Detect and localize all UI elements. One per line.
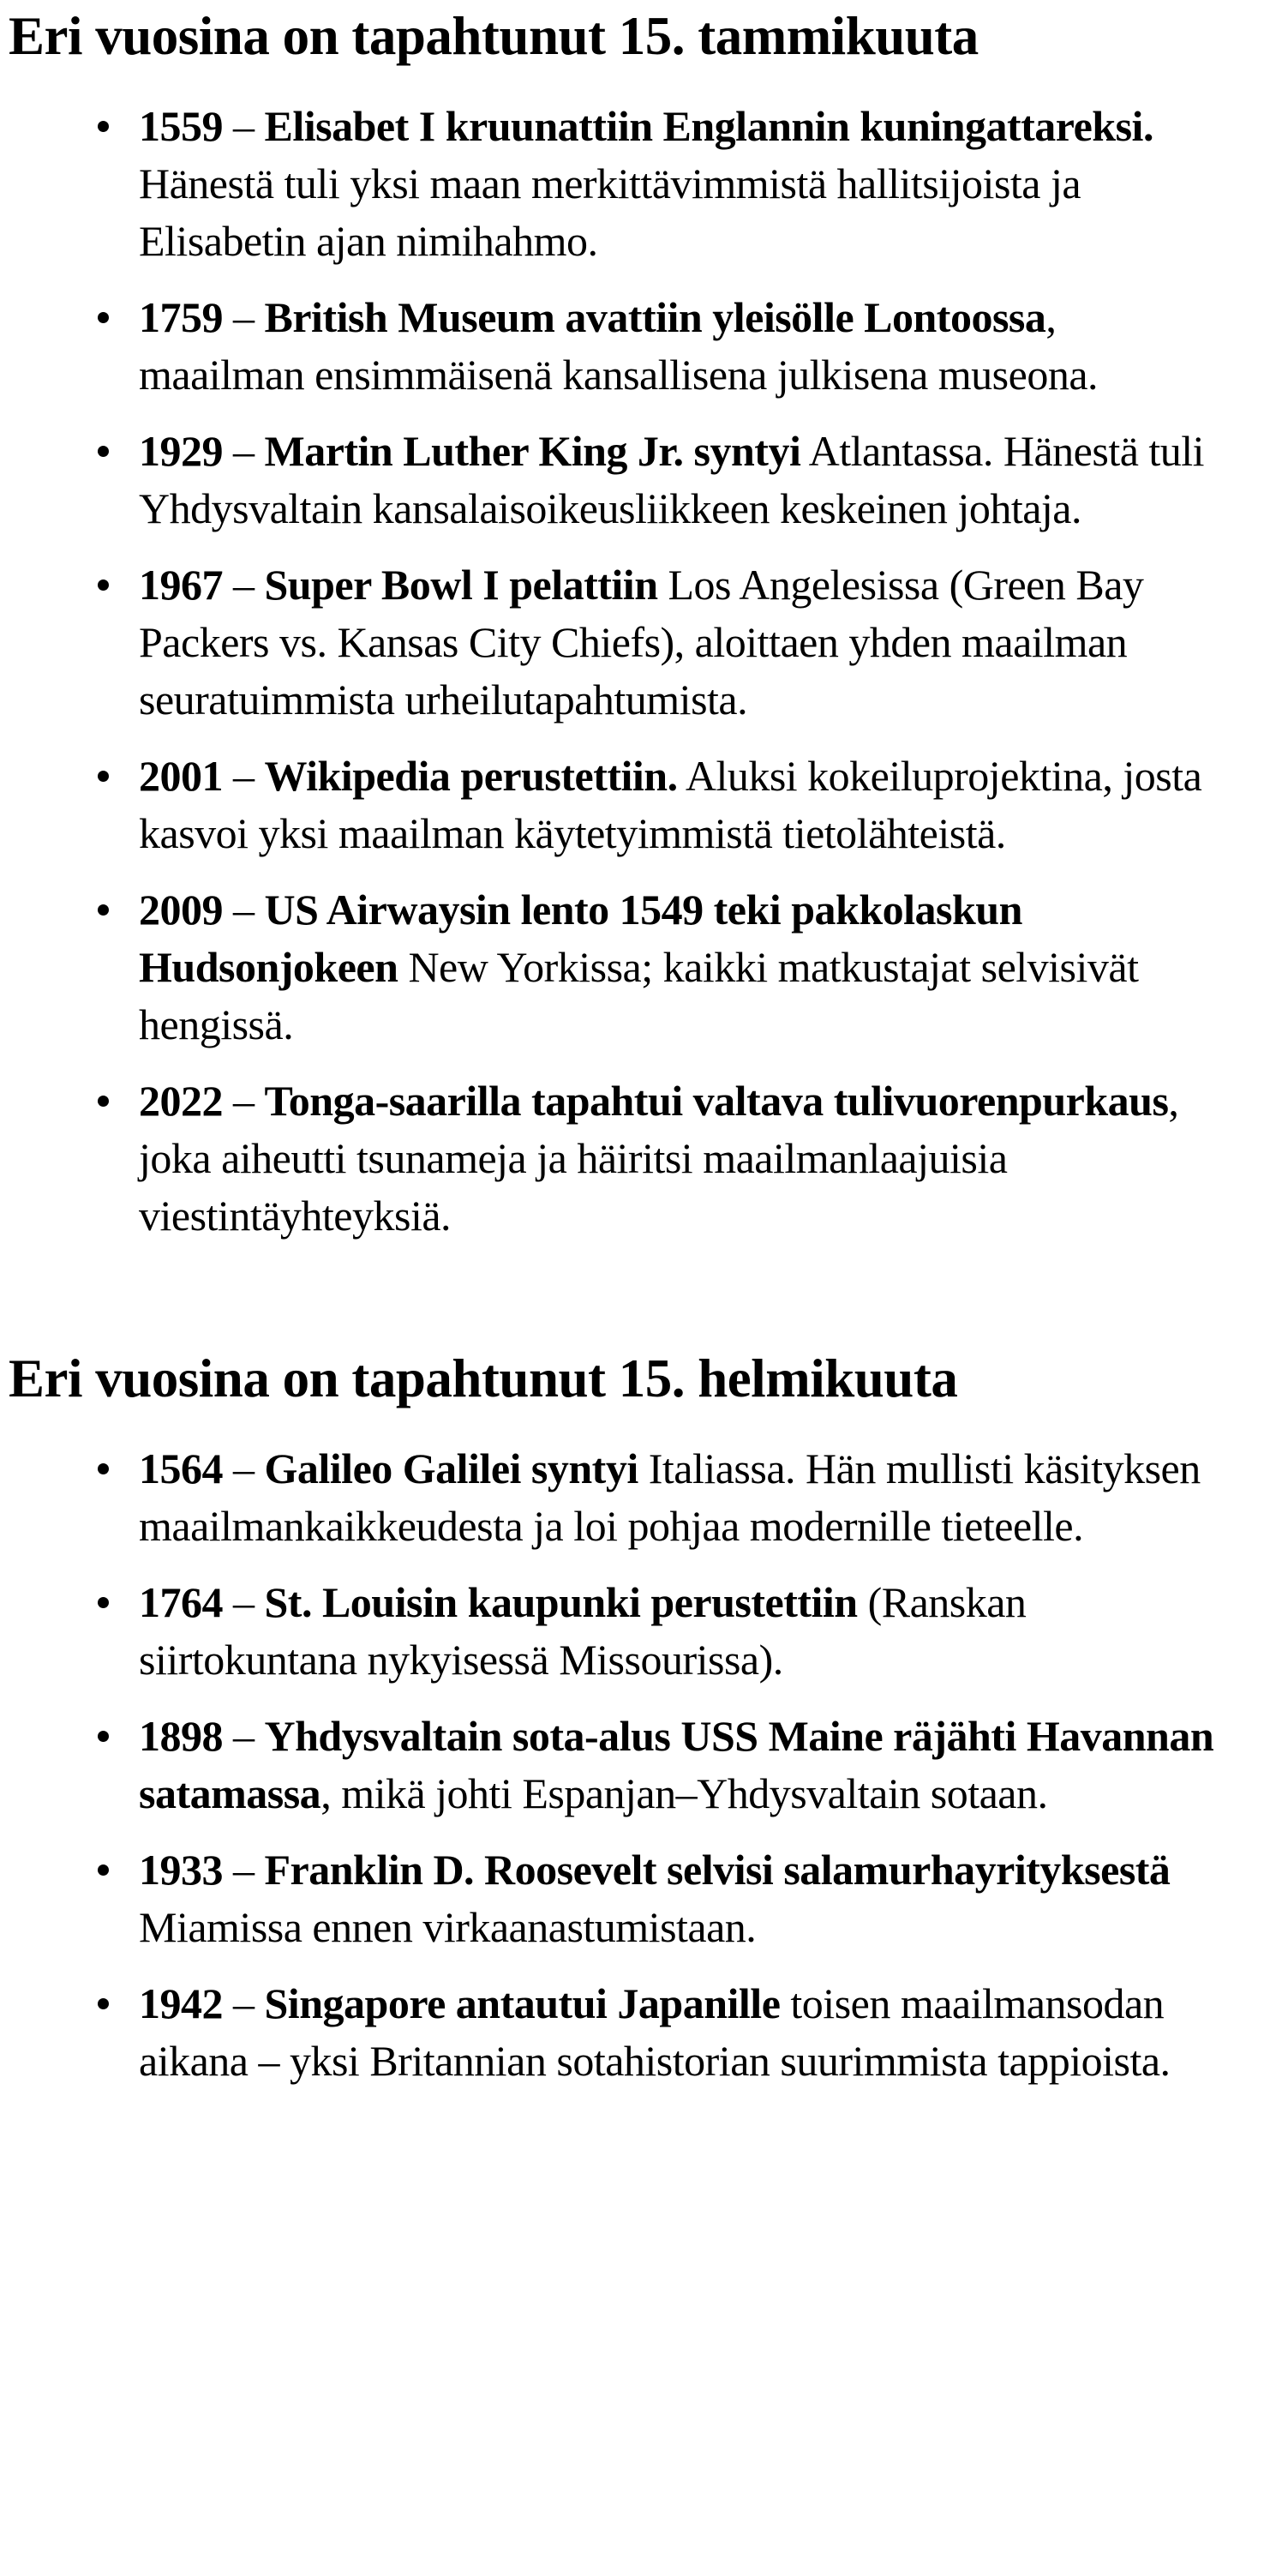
event-year: 2022	[139, 1077, 223, 1125]
event-item-1967	[9, 556, 1225, 729]
event-list-1	[9, 98, 1225, 1245]
event-year: 2009	[139, 886, 223, 934]
event-title: Martin Luther King Jr. syntyi	[264, 427, 801, 475]
event-year: 2001	[139, 752, 223, 800]
event-description: , maailman ensimmäisenä kansallisena julkisena museona.	[139, 293, 1099, 399]
event-description: Aluksi kokeiluprojektina, josta kasvoi yksi maailman käytetyimmistä tietolähteistä.	[139, 752, 1202, 857]
event-year: 1759	[139, 293, 223, 341]
event-title: Yhdysvaltain sota-alus USS Maine räjähti Havannan satamassa	[139, 1712, 1214, 1817]
event-item-2022	[9, 1072, 1225, 1245]
event-item-1759	[9, 289, 1225, 404]
section-heading-2: Eri vuosina on tapahtunut 15. helmikuuta	[9, 1348, 958, 1408]
dash-separator: –	[223, 1444, 265, 1492]
event-description: Italiassa. Hän mullisti käsityksen maailmankaikkeudesta ja loi pohjaa modernille tieteelle.	[139, 1444, 1201, 1550]
event-year: 1929	[139, 427, 223, 475]
event-item-1942	[9, 1975, 1225, 2090]
dash-separator: –	[223, 102, 265, 150]
event-item-1559	[9, 98, 1225, 270]
event-description: , mikä johti Espanjan–Yhdysvaltain sotaan.	[320, 1769, 1048, 1817]
event-description: Atlantassa. Hänestä tuli Yhdysvaltain kansalaisoikeusliikkeen keskeinen johtaja.	[139, 427, 1205, 532]
event-description: toisen maailmansodan aikana – yksi Britannian sotahistorian suurimmista tappioista.	[139, 1979, 1171, 2085]
dash-separator: –	[223, 1712, 265, 1760]
event-item-1933	[9, 1841, 1225, 1956]
event-title: Galileo Galilei syntyi	[264, 1444, 638, 1492]
event-year: 1564	[139, 1444, 223, 1492]
event-title: St. Louisin kaupunki perustettiin	[264, 1578, 858, 1626]
dash-separator: –	[223, 427, 265, 475]
event-year: 1967	[139, 561, 223, 609]
event-title: Super Bowl I pelattiin	[264, 561, 658, 609]
event-description: , joka aiheutti tsunameja ja häiritsi maailmanlaajuisia viestintäyhteyksiä.	[139, 1077, 1179, 1240]
event-description: Los Angelesissa (Green Bay Packers vs. Kansas City Chiefs), aloittaen yhden maailman seuratuimmista urheilutapahtumista.	[139, 561, 1144, 724]
event-year: 1898	[139, 1712, 223, 1760]
event-title: Singapore antautui Japanille	[264, 1979, 781, 2027]
event-item-2009	[9, 881, 1225, 1054]
event-title: British Museum avattiin yleisölle Lontoossa	[264, 293, 1046, 341]
event-description: (Ranskan siirtokuntana nykyisessä Missourissa).	[139, 1578, 1027, 1684]
event-title: Wikipedia perustettiin.	[264, 752, 678, 800]
dash-separator: –	[223, 1578, 265, 1626]
dash-separator: –	[223, 1077, 265, 1125]
dash-separator: –	[223, 886, 265, 934]
event-item-1898	[9, 1708, 1225, 1822]
event-title: Elisabet I kruunattiin Englannin kuningattareksi.	[264, 102, 1153, 150]
event-description: Miamissa ennen virkaanastumistaan.	[139, 1903, 757, 1951]
event-item-1764	[9, 1574, 1225, 1689]
event-year: 1942	[139, 1979, 223, 2027]
event-title: US Airwaysin lento 1549 teki pakkolaskun Hudsonjokeen	[139, 886, 1022, 991]
dash-separator: –	[223, 1979, 265, 2027]
event-year: 1764	[139, 1578, 223, 1626]
event-title: Franklin D. Roosevelt selvisi salamurhayrityksestä	[264, 1846, 1171, 1894]
event-list-2	[9, 1440, 1225, 2090]
dash-separator: –	[223, 561, 265, 609]
event-year: 1933	[139, 1846, 223, 1894]
event-item-1929	[9, 423, 1225, 537]
dash-separator: –	[223, 1846, 265, 1894]
dash-separator: –	[223, 752, 265, 800]
event-year: 1559	[139, 102, 223, 150]
section-heading-1: Eri vuosina on tapahtunut 15. tammikuuta	[9, 6, 979, 66]
event-item-2001	[9, 748, 1225, 862]
dash-separator: –	[223, 293, 265, 341]
event-title: Tonga-saarilla tapahtui valtava tulivuorenpurkaus	[264, 1077, 1169, 1125]
event-description: Hänestä tuli yksi maan merkittävimmistä hallitsijoista ja Elisabetin ajan nimihahmo.	[139, 159, 1081, 265]
event-description: New Yorkissa; kaikki matkustajat selvisivät hengissä.	[139, 943, 1139, 1048]
event-item-1564	[9, 1440, 1225, 1555]
